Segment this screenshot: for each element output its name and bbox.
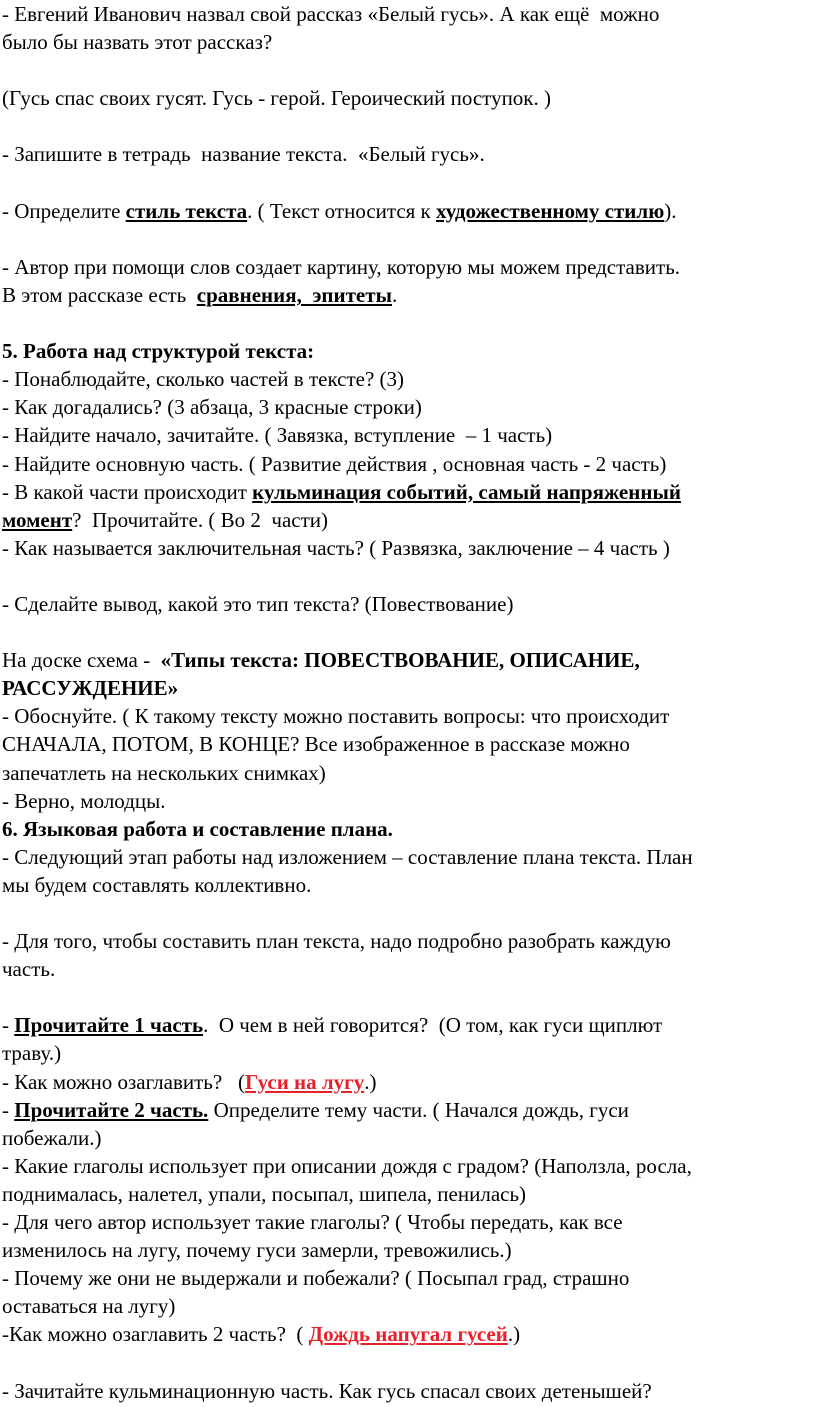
board-scheme-title: «Типы текста: ПОВЕСТВОВАНИЕ, ОПИСАНИЕ, <box>160 648 640 673</box>
text-line <box>2 1039 808 1067</box>
justify-line: запечатлеть на нескольких снимках) <box>2 760 326 785</box>
part-2-question-cont: побежали.) <box>2 1125 102 1150</box>
run-question: - Почему же они не выдержали и побежали? ( Посыпал град, страшно <box>2 1266 630 1291</box>
paragraph-gap <box>2 56 808 84</box>
question-title-alt-cont: было бы назвать этот рассказ? <box>2 30 273 55</box>
style-question-mid: . ( Текст относится к <box>247 198 437 223</box>
text-line <box>2 365 808 393</box>
text-line <box>2 140 808 168</box>
climax-read-question: - Зачитайте кульминационную часть. Как гусь спасал своих детенышей? <box>2 1378 652 1403</box>
section-heading-6: 6. Языковая работа и составление плана. <box>2 816 393 841</box>
plan-title-1: Гуси на лугу <box>244 1069 365 1094</box>
part-1-question: . О чем в ней говорится? (О том, как гуси щиплют <box>203 1013 663 1038</box>
paragraph-gap <box>2 983 808 1011</box>
paragraph-gap <box>2 169 808 197</box>
text-line <box>2 534 808 562</box>
board-scheme-intro: На доске схема - <box>2 648 161 673</box>
text-line <box>2 730 808 758</box>
style-question-end: ). <box>664 198 677 223</box>
run-question-cont: оставаться на лугу) <box>2 1294 176 1319</box>
text-line <box>2 197 808 225</box>
title-question-1: - Как можно озаглавить? ( <box>2 1069 245 1094</box>
conclusion-question: - Сделайте вывод, какой это тип текста? (Повествование) <box>2 591 514 616</box>
text-line <box>2 393 808 421</box>
climax-question-end: ? Прочитайте. ( Во 2 части) <box>72 507 329 532</box>
list-item: - Как догадались? (3 абзаца, 3 красные строки) <box>2 395 422 420</box>
text-line <box>2 450 808 478</box>
answer-title: (Гусь спас своих гусят. Гусь - герой. Героический поступок. ) <box>2 86 552 111</box>
question-title-alt: - Евгений Иванович назвал свой рассказ «Белый гусь». А как ещё можно <box>2 2 660 26</box>
text-line <box>2 1180 808 1208</box>
list-item: - Найдите начало, зачитайте. ( Завязка, вступление – 1 часть) <box>2 423 553 448</box>
part-1-question-cont: траву.) <box>2 1041 62 1066</box>
term-moment: момент <box>2 507 73 532</box>
title-question-1-end: .) <box>364 1069 377 1094</box>
text-line <box>2 674 808 702</box>
author-picture-line: - Автор при помощи слов создает картину, которую мы можем представить. <box>2 254 681 279</box>
text-line <box>2 955 808 983</box>
paragraph-gap <box>2 112 808 140</box>
text-line <box>2 1236 808 1264</box>
text-line <box>2 1152 808 1180</box>
plan-method-cont: часть. <box>2 957 56 982</box>
text-line <box>2 1320 808 1348</box>
text-line <box>2 1377 808 1405</box>
text-line <box>2 253 808 281</box>
title-question-2: -Как можно озаглавить 2 часть? ( <box>2 1322 309 1347</box>
plan-intro: - Следующий этап работы над изложением – составление плана текста. План <box>2 844 693 869</box>
text-line <box>2 84 808 112</box>
text-line <box>2 478 808 506</box>
text-line <box>2 871 808 899</box>
text-line <box>2 1068 808 1096</box>
paragraph-gap <box>2 1349 808 1377</box>
text-line <box>2 815 808 843</box>
paragraph-gap <box>2 309 808 337</box>
board-scheme-title-cont: РАССУЖДЕНИЕ» <box>2 676 179 701</box>
list-item: - Понаблюдайте, сколько частей в тексте? (3) <box>2 367 405 392</box>
instruction-write-title: - Запишите в тетрадь название текста. «Белый гусь». <box>2 142 485 167</box>
text-line <box>2 337 808 365</box>
plan-title-2: Дождь напугал гусей <box>308 1322 508 1347</box>
text-line <box>2 506 808 534</box>
term-climax: кульминация событий, самый напряженный <box>252 479 681 504</box>
text-line <box>2 759 808 787</box>
paragraph-gap <box>2 899 808 927</box>
text-line <box>2 702 808 730</box>
term-devices: сравнения, эпитеты <box>196 282 392 307</box>
dash: - <box>2 1013 15 1038</box>
plan-intro-cont: мы будем составлять коллективно. <box>2 872 312 897</box>
text-line <box>2 1096 808 1124</box>
paragraph-gap <box>2 618 808 646</box>
read-part-1: Прочитайте 1 часть <box>14 1013 204 1038</box>
text-line <box>2 1011 808 1039</box>
part-2-question: Определите тему части. ( Начался дождь, гуси <box>208 1097 629 1122</box>
text-line <box>2 927 808 955</box>
verbs-question-cont: поднималась, налетел, упали, посыпал, шипела, пенилась) <box>2 1181 527 1206</box>
justify-line: СНАЧАЛА, ПОТОМ, В КОНЦЕ? Все изображенное в рассказе можно <box>2 732 630 757</box>
text-line <box>2 843 808 871</box>
justify-line: - Обоснуйте. ( К такому тексту можно поставить вопросы: что происходит <box>2 704 670 729</box>
verbs-question: - Какие глаголы использует при описании дождя с градом? (Наползла, росла, <box>2 1153 692 1178</box>
read-part-2: Прочитайте 2 часть. <box>14 1097 209 1122</box>
text-line <box>2 590 808 618</box>
text-line <box>2 646 808 674</box>
text-line <box>2 0 808 28</box>
verbs-purpose: - Для чего автор использует такие глаголы? ( Чтобы передать, как все <box>2 1210 623 1235</box>
text-line <box>2 1124 808 1152</box>
climax-question-start: - В какой части происходит <box>2 479 253 504</box>
term-artistic-style: художественному стилю <box>436 198 665 223</box>
term-text-style: стиль текста <box>125 198 248 223</box>
dash: - <box>2 1097 15 1122</box>
praise-line: - Верно, молодцы. <box>2 788 166 813</box>
text-line <box>2 421 808 449</box>
paragraph-gap <box>2 562 808 590</box>
verbs-purpose-cont: изменилось на лугу, почему гуси замерли, тревожились.) <box>2 1238 512 1263</box>
text-line <box>2 1208 808 1236</box>
list-item: - Найдите основную часть. ( Развитие действия , основная часть - 2 часть) <box>2 451 667 476</box>
paragraph-gap <box>2 225 808 253</box>
text-line <box>2 787 808 815</box>
plan-method: - Для того, чтобы составить план текста, надо подробно разобрать каждую <box>2 929 671 954</box>
section-heading-5: 5. Работа над структурой текста: <box>2 339 315 364</box>
text-line <box>2 28 808 56</box>
devices-intro: В этом рассказе есть <box>2 282 197 307</box>
text-line <box>2 1292 808 1320</box>
text-line <box>2 281 808 309</box>
text-line <box>2 1264 808 1292</box>
style-question-start: - Определите <box>2 198 126 223</box>
devices-end: . <box>391 282 398 307</box>
title-question-2-end: .) <box>507 1322 521 1347</box>
list-item: - Как называется заключительная часть? ( Развязка, заключение – 4 часть ) <box>2 535 670 560</box>
